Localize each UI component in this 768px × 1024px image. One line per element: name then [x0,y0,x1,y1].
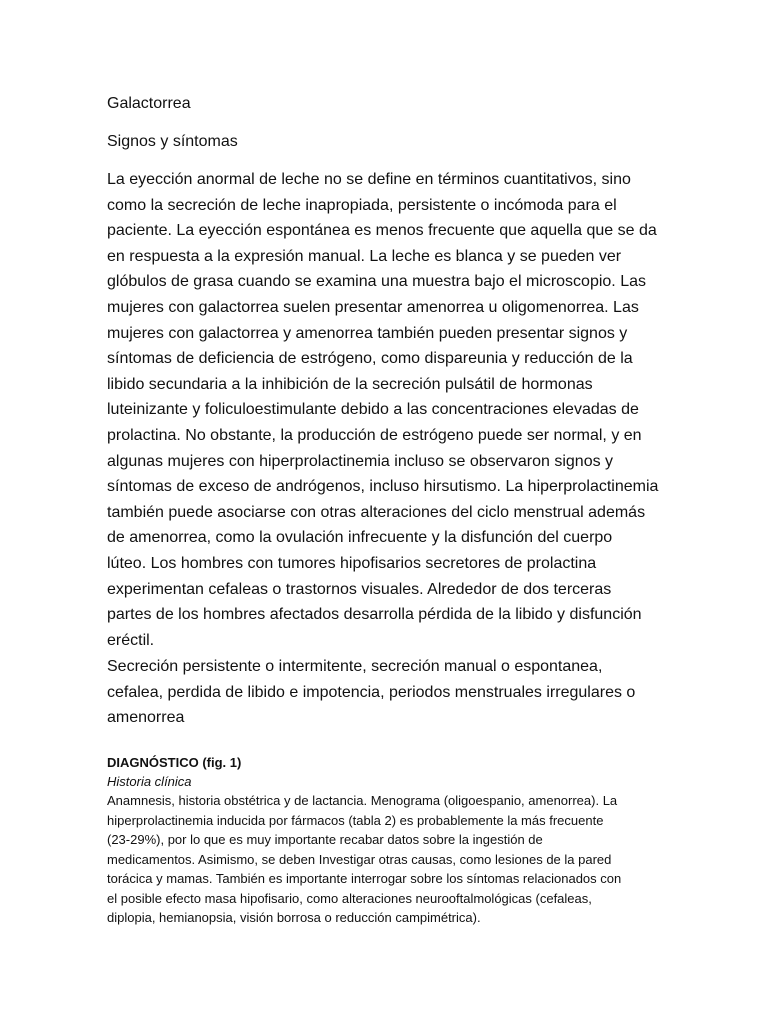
paragraph-line: cefalea, perdida de libido e impotencia, periodos menstruales irregulares o [107,683,636,701]
diagnostic-heading: DIAGNÓSTICO (fig. 1) [107,755,242,770]
paragraph-line: Anamnesis, historia obstétrica y de lactancia. Menograma (oligoespanio, amenorrea). La [107,793,618,808]
paragraph-line: mujeres con galactorrea suelen presentar amenorrea u oligomenorrea. Las [107,298,639,316]
paragraph-line: diplopia, hemianopsia, visión borrosa o reducción campimétrica). [107,910,481,925]
paragraph-line: amenorrea [107,709,185,727]
document-title: Galactorrea [107,95,191,112]
paragraph-line: como la secreción de leche inapropiada, persistente o incómoda para el [107,196,617,214]
diagnostic-subheading: Historia clínica [107,774,192,789]
signs-symptoms-paragraph [107,167,663,653]
paragraph-line: prolactina. No obstante, la producción de estrógeno puede ser normal, y en [107,426,642,444]
paragraph-line: lúteo. Los hombres con tumores hipofisarios secretores de prolactina [107,554,597,572]
paragraph-line: torácica y mamas. También es importante interrogar sobre los síntomas relacionados con [107,871,622,886]
paragraph-line: de amenorrea, como la ovulación infrecuente y la disfunción del cuerpo [107,529,613,547]
paragraph-line: (23-29%), por lo que es muy importante recabar datos sobre la ingestión de [107,832,543,847]
paragraph-line: mujeres con galactorrea y amenorrea también pueden presentar signos y [107,324,628,342]
symptoms-summary-paragraph [107,654,663,731]
paragraph-line: glóbulos de grasa cuando se examina una muestra bajo el microscopio. Las [107,273,646,291]
section-heading-signs-symptoms: Signos y síntomas [107,133,238,150]
paragraph-line: Secreción persistente o intermitente, secreción manual o espontanea, [107,658,603,675]
paragraph-line: La eyección anormal de leche no se define en términos cuantitativos, sino [107,171,631,188]
diagnostic-paragraph [107,791,663,928]
paragraph-line: síntomas de exceso de andrógenos, incluso hirsutismo. La hiperprolactinemia [107,478,659,496]
paragraph-line: libido secundaria a la inhibición de la secreción pulsátil de hormonas [107,375,593,393]
paragraph-line: experimentan cefaleas o trastornos visuales. Alrededor de dos terceras [107,580,612,598]
paragraph-line: luteinizante y foliculoestimulante debido a las concentraciones elevadas de [107,401,639,419]
paragraph-line: en respuesta a la expresión manual. La leche es blanca y se pueden ver [107,247,622,265]
paragraph-line: partes de los hombres afectados desarrolla pérdida de la libido y disfunción [107,606,642,624]
paragraph-line: hiperprolactinemia inducida por fármacos (tabla 2) es probablemente la más frecuente [107,812,604,828]
paragraph-line: paciente. La eyección espontánea es menos frecuente que aquella que se da [107,222,657,240]
paragraph-line: eréctil. [107,631,155,649]
paragraph-line: el posible efecto masa hipofisario, como alteraciones neurooftalmológicas (cefaleas, [107,890,592,906]
paragraph-line: algunas mujeres con hiperprolactinemia incluso se observaron signos y [107,452,614,470]
paragraph-line: también puede asociarse con otras alteraciones del ciclo menstrual además [107,503,646,521]
paragraph-line: medicamentos. Asimismo, se deben Investigar otras causas, como lesiones de la pared [107,851,612,867]
paragraph-line: síntomas de deficiencia de estrógeno, como dispareunia y reducción de la [107,350,633,368]
